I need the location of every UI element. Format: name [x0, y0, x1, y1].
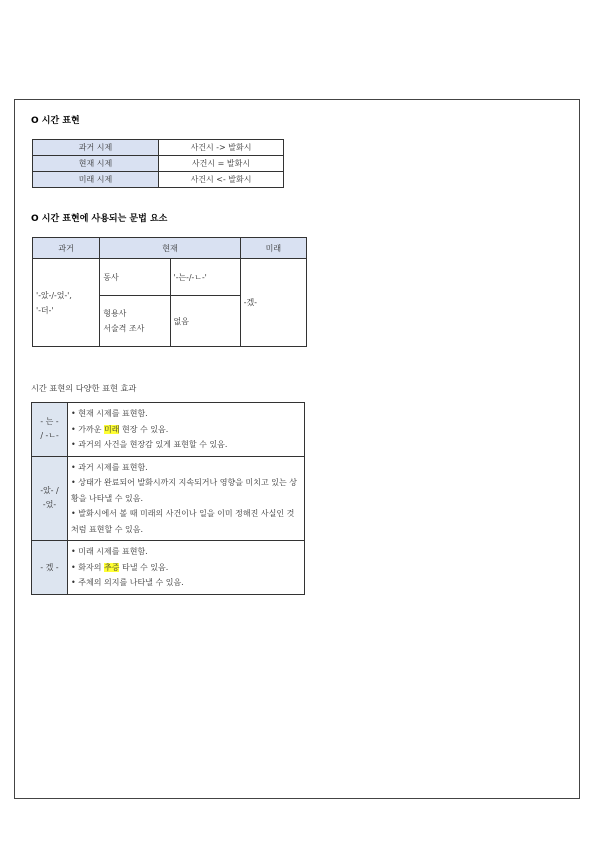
adj-label-line2: 서술격 조사: [103, 324, 145, 333]
bullet-item: • 과거의 사건을 현장감 있게 표현할 수 있음.: [71, 440, 228, 449]
marker-line2: / -ㄴ-: [40, 431, 59, 441]
marker-line1: - 는 -: [40, 417, 59, 427]
relation-cell: 사건시 <- 발화시: [159, 172, 284, 188]
header-present: 현재: [100, 238, 241, 259]
verb-form-cell: '-는-/-ㄴ-': [170, 259, 240, 296]
bullet-text: 타낼 수 있음.: [119, 562, 169, 572]
marker-cell: [32, 456, 68, 541]
bullet-item: • 미래 시제를 표현함.: [71, 547, 148, 556]
marker-cell: [32, 403, 68, 457]
bullet-item: • 주체의 의지를 나타낼 수 있음.: [71, 578, 184, 587]
table-row: [33, 172, 284, 188]
bullet-text: 현장 수 있음.: [119, 424, 169, 434]
past-form-line2: '-더-': [36, 305, 54, 315]
table-row: [33, 259, 307, 296]
table-header-row: [33, 238, 307, 259]
bullet-item: • 현재 시제를 표현함.: [71, 409, 148, 418]
header-past: 과거: [33, 238, 100, 259]
tense-cell: 과거 시제: [33, 140, 159, 156]
table-row: [33, 156, 284, 172]
marker-cell: - 겠 -: [32, 541, 68, 595]
marker-line1: -았- /: [40, 486, 59, 496]
section3-title: 시간 표현의 다양한 표현 효과: [31, 383, 137, 393]
adj-form-cell: 없음: [170, 296, 240, 347]
bullet-text: • 화자의: [71, 562, 104, 572]
section1-heading: O 시간 표현: [31, 116, 80, 126]
highlighted-word: 미래: [104, 424, 120, 434]
header-future: 미래: [240, 238, 306, 259]
relation-cell: 사건시 = 발화시: [159, 156, 284, 172]
bullet-item: • 과거 시제를 표현함.: [71, 462, 148, 472]
bullet-item: [71, 560, 301, 576]
tense-cell: 미래 시제: [33, 172, 159, 188]
grammar-table: [32, 237, 307, 347]
bullet-text: • 가까운: [71, 424, 104, 434]
adj-label-line1: 형용사: [103, 309, 127, 318]
effects-cell: [68, 456, 305, 541]
tense-table: [32, 139, 284, 188]
effects-cell: [68, 403, 305, 457]
table-row: [32, 541, 305, 595]
effects-table: [31, 402, 305, 595]
section2-heading: O 시간 표현에 사용되는 문법 요소: [31, 214, 168, 224]
highlighted-word: 추증: [104, 562, 120, 572]
bullet-item: • 상태가 완료되어 발화시까지 지속되거나 영향을 미치고 있는 상황을 나타낼 수 있음.: [71, 478, 297, 503]
verb-label-cell: 동사: [100, 259, 170, 296]
adj-label-cell: [100, 296, 170, 347]
table-row: [32, 403, 305, 457]
table-row: [33, 140, 284, 156]
bullet-item: [71, 422, 301, 438]
future-form-cell: -겠-: [240, 259, 306, 347]
effects-cell: [68, 541, 305, 595]
past-forms-cell: [33, 259, 100, 347]
relation-cell: 사건시 -> 발화시: [159, 140, 284, 156]
marker-line2: -었-: [42, 500, 57, 510]
tense-cell: 현재 시제: [33, 156, 159, 172]
table-row: [32, 456, 305, 541]
past-form-line1: '-았-/-었-',: [36, 290, 72, 300]
bullet-item: • 발화시에서 볼 때 미래의 사건이나 일을 이미 정해진 사실인 것처럼 표현할 수 있음.: [71, 509, 295, 534]
